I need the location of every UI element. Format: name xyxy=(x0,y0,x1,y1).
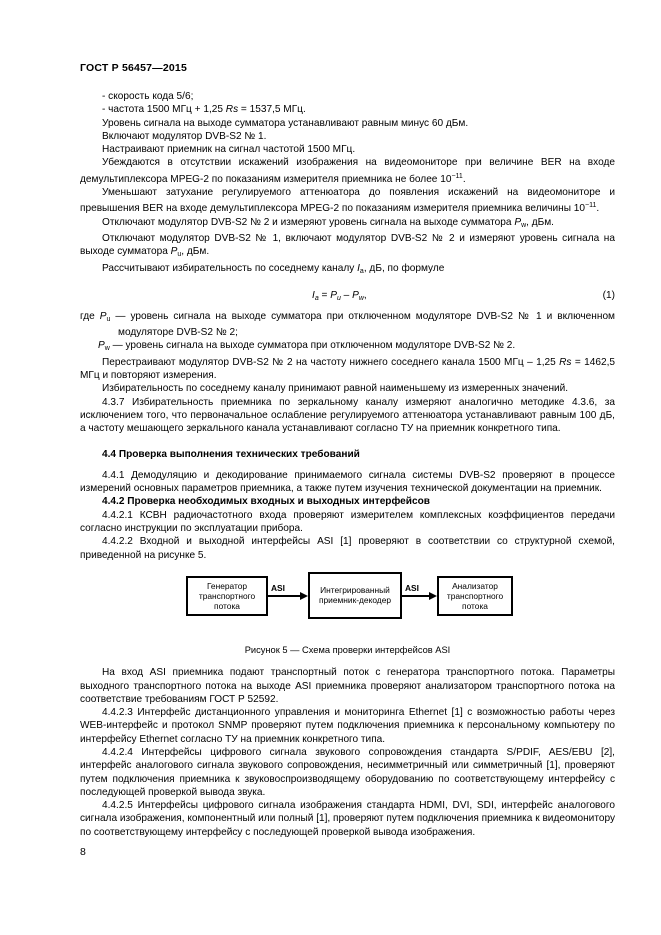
arrow-head xyxy=(300,592,308,600)
text-line: Отключают модулятор DVB-S2 № 2 и измеряют уровень сигнала на выходе сумматора $P_w$, дБм. xyxy=(102,216,554,229)
clause-4-4-2-heading: 4.4.2 Проверка необходимых входных и выходных интерфейсов xyxy=(102,496,430,508)
box-stream-generator: Генератор транспортного потока xyxy=(186,576,268,616)
clause-4-4-2-1: 4.4.2.1 КСВН радиочастотного входа проверяют измерителем комплексных коэффициентов передачи согласно инструкции по эксплуатации прибора. xyxy=(80,509,615,535)
text-line: - скорость кода 5/6; xyxy=(102,91,194,102)
text-line: Уровень сигнала на выходе сумматора устанавливают равным минус 60 дБм. xyxy=(102,117,469,129)
clause-4-3-7: 4.3.7 Избирательность приемника по зеркальному каналу измеряют аналогично методике 4.3.6, за исключением того, что первоначальное ослабление регулируемого аттенюатора устанавливают равным 100 дБ, а частоту мешающего зеркального канала устанавливают согласно ТУ на приемник конкретного типа. xyxy=(80,396,615,435)
arrow-label-asi: ASI xyxy=(271,582,285,593)
figure-5-caption: Рисунок 5 — Схема проверки интерфейсов ASI xyxy=(244,644,451,655)
clause-4-4-2-2: 4.4.2.2 Входной и выходной интерфейсы ASI [1] проверяют в соответствии со структурной схемой, приведенной на рисунке 5. xyxy=(80,536,615,561)
text-line: Настраивают приемник на сигнал частотой 1500 МГц. xyxy=(102,144,356,156)
text-paragraph: Перестраивают модулятор DVB-S2 № 2 на частоту нижнего соседнего канала 1500 МГц – 1,25 Rs = 1462,5 МГц и повторяют измерения. xyxy=(80,356,615,382)
clause-4-4-1: 4.4.1 Демодуляцию и декодирование принимаемого сигнала системы DVB-S2 проверяют в процессе измерений основных параметров приемника, а также путем изучения технической документации на приемник. xyxy=(80,469,615,495)
asi-test-diagram xyxy=(80,568,615,638)
clause-4-4-2-5: 4.4.2.5 Интерфейсы цифрового сигнала изображения стандарта HDMI, DVI, SDI, интерфейс аналогового сигнала изображения, компонентный или полный [1], проверяют путем подключения приемника к видеомонитору по соответствующему интерфейсу с последующей проверкой вывода изображения. xyxy=(80,800,615,838)
text-paragraph: На вход ASI приемника подают транспортный поток с генератора транспортного потока. Параметры выходного транспортного потока на выходе ASI приемника проверяют анализатором транспортного потока на соответствие требованиям ГОСТ Р 52592. xyxy=(80,667,615,705)
formula-number: (1) xyxy=(602,289,615,301)
standard-code-header: ГОСТ Р 56457—2015 xyxy=(80,62,188,74)
page-number: 8 xyxy=(80,846,86,858)
clause-4-4-2-4: 4.4.2.4 Интерфейсы цифрового сигнала звукового сопровождения стандарта S/PDIF, AES/EBU [2], интерфейс аналогового сигнала звукового сопровождения, несимметричный или симметричный [1], проверяют путем подключения приемника к звуковоспроизводящему оборудованию по соответствующему интерфейсу с последующей проверкой вывода звука. xyxy=(80,746,615,798)
box-integrated-receiver-decoder: Интегрированный приемник-декодер xyxy=(308,572,402,619)
arrow-line xyxy=(402,595,432,597)
text-line: Рассчитывают избирательность по соседнему каналу $I_a$, дБ, по формуле xyxy=(102,262,445,275)
text-line: - частота 1500 МГц + 1,25 Rs = 1537,5 МГц. xyxy=(102,104,306,116)
section-4-4-heading: 4.4 Проверка выполнения технических требований xyxy=(102,448,360,460)
clause-4-4-2-3: 4.4.2.3 Интерфейс дистанционного управления и мониторинга Ethernet [1] с возможностью работы через WEB-интерфейс и протокол SNMP проверяют путем подключения приемника к персональному компьютеру по интерфейсу Ethernet согласно ТУ на приемник конкретного типа. xyxy=(80,707,615,745)
formula-1 xyxy=(80,284,615,310)
text-line: Избирательность по соседнему каналу принимают равной наименьшему из измеренных значений. xyxy=(102,383,569,395)
arrow-line xyxy=(268,595,302,597)
text-paragraph: Отключают модулятор DVB-S2 № 1, включают модулятор DVB-S2 № 2 и измеряют уровень сигнала на выходе сумматора $P_u$, дБм. xyxy=(80,232,615,259)
arrow-label-asi: ASI xyxy=(405,582,419,593)
where-definition-pw: $P_w$ — уровень сигнала на выходе сумматора при отключенном модуляторе DVB-S2 № 2. xyxy=(98,340,516,353)
page-content xyxy=(80,90,615,839)
box-stream-analyzer: Анализатор транспортного потока xyxy=(437,576,513,616)
arrow-head xyxy=(429,592,437,600)
text-line: Включают модулятор DVB-S2 № 1. xyxy=(102,130,267,142)
text-paragraph: Уменьшают затухание регулируемого аттенюатора до появления искажений на видеомониторе и превышения BER на входе демультиплексора MPEG-2 по показаниям измерителя приемника величины $10^{-11}$. xyxy=(80,187,615,215)
where-definition-pu: где $P_u$ — уровень сигнала на выходе сумматора при отключенном модуляторе DVB-S2 № 1 и включенном модуляторе DVB-S2 № 2; xyxy=(80,310,615,339)
text-paragraph: Убеждаются в отсутствии искажений изображения на видеомониторе при величине BER на входе демультиплексора MPEG-2 по показаниям измерителя приемника не более $10^{-11}$. xyxy=(80,157,615,185)
formula-expression: $I_a = P_u - P_w$, xyxy=(312,289,367,302)
